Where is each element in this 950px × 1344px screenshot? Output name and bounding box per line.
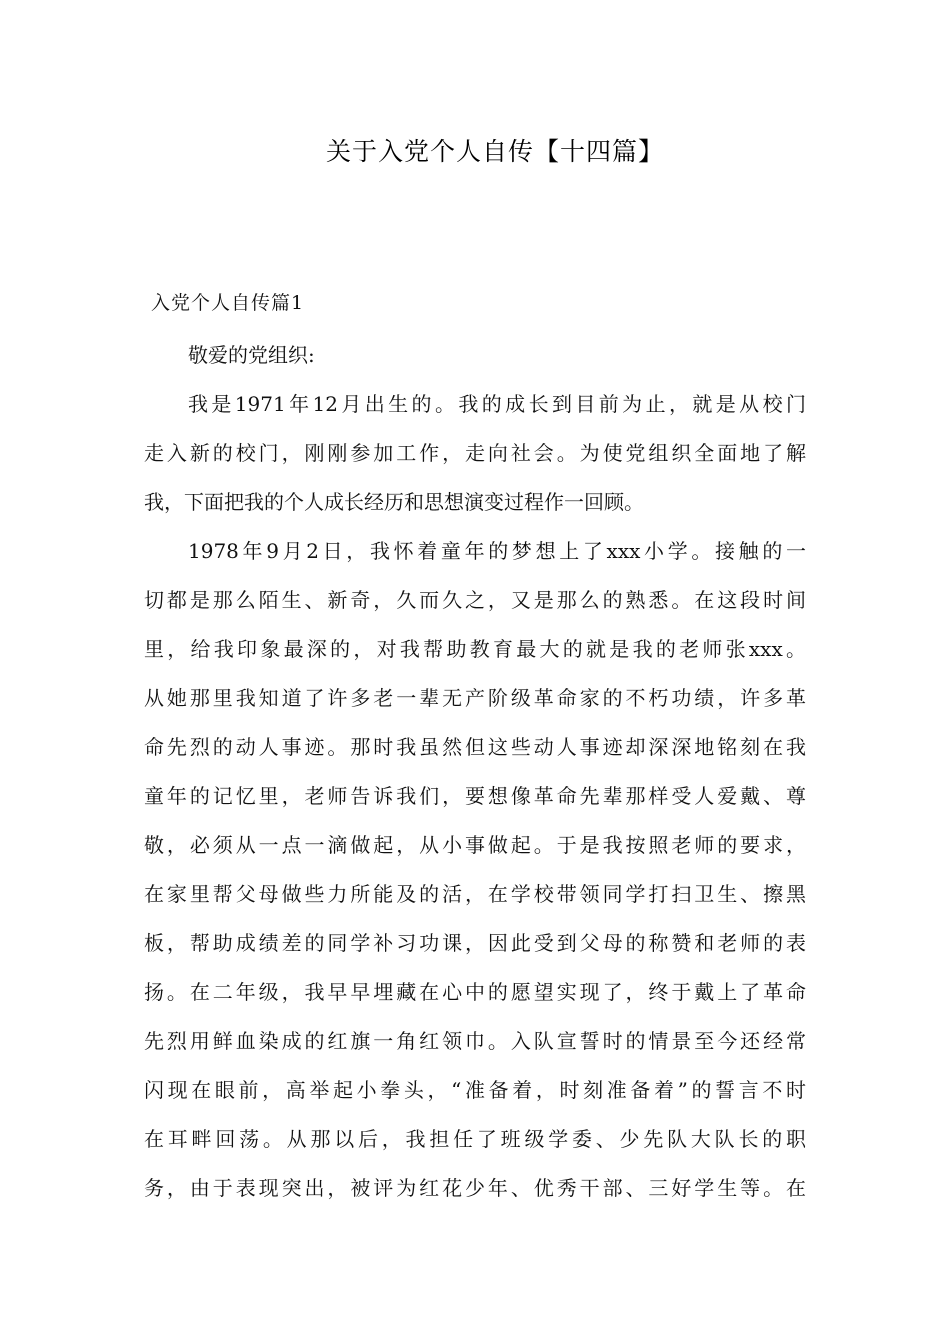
paragraph-line: 里，给我印象最深的，对我帮助教育最大的就是我的老师张xxx。 (144, 637, 806, 661)
paragraph-line: 切都是那么陌生、新奇，久而久之，又是那么的熟悉。在这段时间 (144, 588, 806, 612)
paragraph-line: 在耳畔回荡。从那以后，我担任了班级学委、少先队大队长的职 (144, 1127, 806, 1151)
paragraph-line: 1978年9月2日，我怀着童年的梦想上了xxx小学。接触的一 (188, 539, 806, 563)
paragraph-line: 闪现在眼前，高举起小拳头，“准备着，时刻准备着”的誓言不时 (144, 1078, 806, 1102)
salutation: 敬爱的党组织: (188, 343, 315, 367)
paragraph-line: 先烈用鲜血染成的红旗一角红领巾。入队宣誓时的情景至今还经常 (144, 1029, 806, 1053)
section-heading: 入党个人自传篇1 (151, 292, 305, 314)
paragraph-line: 敬，必须从一点一滴做起，从小事做起。于是我按照老师的要求， (144, 833, 806, 857)
paragraph-line: 命先烈的动人事迹。那时我虽然但这些动人事迹却深深地铭刻在我 (144, 735, 806, 759)
paragraph-line: 从她那里我知道了许多老一辈无产阶级革命家的不朽功绩，许多革 (144, 686, 806, 710)
paragraph-line: 我是1971年12月出生的。我的成长到目前为止，就是从校门 (188, 392, 806, 416)
paragraph-line: 务，由于表现突出，被评为红花少年、优秀干部、三好学生等。在 (144, 1176, 806, 1200)
paragraph-line: 在家里帮父母做些力所能及的活，在学校带领同学打扫卫生、擦黑 (144, 882, 806, 906)
paragraph-line: 走入新的校门，刚刚参加工作，走向社会。为使党组织全面地了解 (144, 441, 806, 465)
paragraph-line: 童年的记忆里，老师告诉我们，要想像革命先辈那样受人爱戴、尊 (144, 784, 806, 808)
paragraph-line: 我，下面把我的个人成长经历和思想演变过程作一回顾。 (144, 490, 644, 514)
paragraph-line: 板，帮助成绩差的同学补习功课，因此受到父母的称赞和老师的表 (144, 931, 806, 955)
paragraph-line: 扬。在二年级，我早早埋藏在心中的愿望实现了，终于戴上了革命 (144, 980, 806, 1004)
document-title: 关于入党个人自传【十四篇】 (325, 137, 664, 166)
